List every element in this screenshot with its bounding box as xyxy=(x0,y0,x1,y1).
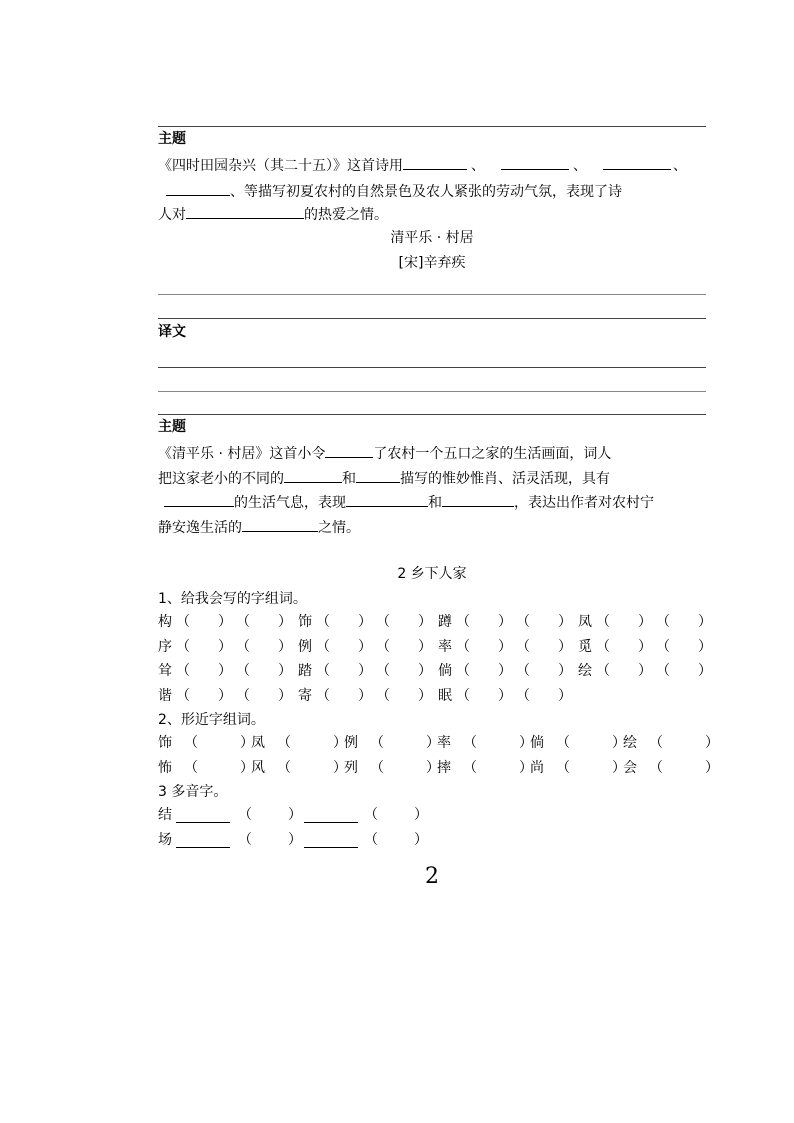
answer-box[interactable] xyxy=(192,612,218,632)
paren-close: ） xyxy=(418,638,432,655)
paren-close: ） xyxy=(278,614,292,630)
paren-open: （ xyxy=(516,638,530,655)
paren-close: ） xyxy=(612,759,626,776)
q2-char: 饰 xyxy=(158,735,172,751)
answer-box[interactable] xyxy=(672,661,698,681)
answer-blank[interactable] xyxy=(501,154,569,170)
paren-close: ） xyxy=(638,638,652,655)
paren-close: ） xyxy=(705,759,719,776)
paren-open: （ xyxy=(184,759,198,776)
poem-title: 清平乐 · 村居 xyxy=(390,230,474,246)
paren-close: ） xyxy=(240,735,254,751)
paren-close: ） xyxy=(612,735,626,751)
q1-char: 率 xyxy=(438,638,452,655)
q2-char: 列 xyxy=(344,759,358,776)
paren-open: （ xyxy=(516,614,530,630)
paren-open: （ xyxy=(236,687,250,704)
q2-char: 例 xyxy=(344,735,358,751)
answer-box[interactable] xyxy=(192,661,218,681)
paren-close: ） xyxy=(218,663,232,679)
paren-close: ） xyxy=(558,614,572,630)
answer-box[interactable] xyxy=(672,612,698,632)
answer-box[interactable] xyxy=(392,686,418,706)
answer-box[interactable] xyxy=(572,758,612,778)
answer-box[interactable] xyxy=(332,637,358,657)
writing-line[interactable] xyxy=(158,294,706,295)
paren-close: ） xyxy=(358,663,372,679)
answer-box[interactable] xyxy=(612,612,638,632)
writing-line[interactable] xyxy=(158,391,706,392)
answer-blank[interactable] xyxy=(164,491,234,507)
paren-open: （ xyxy=(656,614,670,630)
paren-close: ） xyxy=(414,807,428,823)
paren-open: （ xyxy=(370,735,384,751)
paren-close: ） xyxy=(498,687,512,704)
paren-open: （ xyxy=(516,687,530,704)
paren-open: （ xyxy=(596,638,610,655)
answer-blank[interactable] xyxy=(403,154,467,170)
answer-box[interactable] xyxy=(386,733,426,753)
question-1: 1、给我会写的字组词。 xyxy=(158,591,307,607)
word-blank[interactable] xyxy=(304,807,358,823)
answer-box[interactable] xyxy=(380,830,414,850)
answer-box[interactable] xyxy=(532,637,558,657)
paren-open: （ xyxy=(463,735,477,751)
word-blank[interactable] xyxy=(304,832,358,848)
q1-char: 例 xyxy=(298,638,312,655)
q1-char: 绘 xyxy=(578,663,592,679)
paren-close: ） xyxy=(498,638,512,655)
paren-close: ） xyxy=(358,687,372,704)
paren-close: ） xyxy=(218,687,232,704)
paren-close: ） xyxy=(698,614,712,630)
paren-close: ） xyxy=(498,663,512,679)
answer-box[interactable] xyxy=(532,661,558,681)
section2-heading: 译文 xyxy=(158,324,186,340)
paren-open: （ xyxy=(277,735,291,751)
answer-blank[interactable] xyxy=(166,180,230,196)
paren-open: （ xyxy=(316,663,330,679)
section3-heading: 主题 xyxy=(158,419,186,435)
paren-close: ） xyxy=(705,735,719,751)
paren-open: （ xyxy=(184,735,198,751)
answer-box[interactable] xyxy=(392,637,418,657)
paren-close: ） xyxy=(418,663,432,679)
section3-line4: 静安逸生活的 之情。 xyxy=(158,516,360,538)
paren-close: ） xyxy=(519,735,533,751)
q1-char: 饰 xyxy=(298,614,312,630)
section1-line2: 、等描写初夏农村的自然景色及农人紧张的劳动气氛，表现了诗 xyxy=(158,180,622,202)
answer-box[interactable] xyxy=(332,612,358,632)
paren-close: ） xyxy=(519,759,533,776)
q2-char: 怖 xyxy=(158,759,172,776)
paren-open: （ xyxy=(236,638,250,655)
answer-box[interactable] xyxy=(472,686,498,706)
answer-box[interactable] xyxy=(479,733,519,753)
answer-box[interactable] xyxy=(252,661,278,681)
q2-char: 绘 xyxy=(623,735,637,751)
answer-box[interactable] xyxy=(252,612,278,632)
q1-char: 觅 xyxy=(578,638,592,655)
paren-close: ） xyxy=(278,687,292,704)
answer-box[interactable] xyxy=(472,661,498,681)
section1-line1: 《四时田园杂兴（其二十五）》这首诗用 、 、 、 xyxy=(158,154,706,176)
answer-box[interactable] xyxy=(532,686,558,706)
paren-close: ） xyxy=(498,614,512,630)
q2-char: 摔 xyxy=(437,759,451,776)
answer-blank[interactable] xyxy=(356,467,400,483)
q2-char: 倘 xyxy=(530,735,544,751)
answer-box[interactable] xyxy=(200,733,240,753)
answer-box[interactable] xyxy=(192,637,218,657)
section3-line3: 的生活气息，表现 和 ，表达出作者对农村宁 xyxy=(158,491,654,513)
answer-blank[interactable] xyxy=(242,516,318,532)
lesson-title: 2 乡下人家 xyxy=(397,566,467,582)
paren-close: ） xyxy=(418,614,432,630)
question-3: 3 多音字。 xyxy=(158,784,228,800)
paren-close: ） xyxy=(218,638,232,655)
paren-open: （ xyxy=(238,831,252,848)
answer-box[interactable] xyxy=(472,612,498,632)
paren-open: （ xyxy=(463,759,477,776)
paren-open: （ xyxy=(316,638,330,655)
q2-char: 尚 xyxy=(530,759,544,776)
paren-open: （ xyxy=(596,663,610,679)
q1-char: 耸 xyxy=(158,663,172,679)
paren-open: （ xyxy=(236,614,250,630)
paren-open: （ xyxy=(456,638,470,655)
answer-box[interactable] xyxy=(665,733,705,753)
paren-close: ） xyxy=(698,663,712,679)
answer-blank[interactable] xyxy=(346,491,428,507)
answer-blank[interactable] xyxy=(442,491,514,507)
answer-box[interactable] xyxy=(332,686,358,706)
answer-box[interactable] xyxy=(200,758,240,778)
q1-char: 谐 xyxy=(158,687,172,704)
q1-char: 凤 xyxy=(578,614,592,630)
paren-close: ） xyxy=(426,735,440,751)
answer-blank[interactable] xyxy=(603,154,671,170)
q2-char: 会 xyxy=(623,759,637,776)
q2-char: 率 xyxy=(437,735,451,751)
paren-close: ） xyxy=(426,759,440,776)
paren-open: （ xyxy=(376,687,390,704)
answer-box[interactable] xyxy=(392,612,418,632)
question-2: 2、形近字组词。 xyxy=(158,712,265,728)
q2-char: 风 xyxy=(251,759,265,776)
q3-char: 场 xyxy=(158,831,172,848)
paren-open: （ xyxy=(316,687,330,704)
paren-close: ） xyxy=(698,638,712,655)
pinyin-blank[interactable] xyxy=(176,807,230,823)
paren-open: （ xyxy=(236,663,250,679)
answer-box[interactable] xyxy=(254,805,288,825)
paren-open: （ xyxy=(376,663,390,679)
answer-box[interactable] xyxy=(672,637,698,657)
answer-box[interactable] xyxy=(293,733,333,753)
paren-open: （ xyxy=(456,687,470,704)
section1-heading: 主题 xyxy=(158,131,186,147)
q3-char: 结 xyxy=(158,807,172,823)
paren-close: ） xyxy=(240,759,254,776)
answer-box[interactable] xyxy=(252,686,278,706)
answer-box[interactable] xyxy=(612,637,638,657)
answer-box[interactable] xyxy=(254,830,288,850)
paren-close: ） xyxy=(358,614,372,630)
paren-close: ） xyxy=(358,638,372,655)
paren-open: （ xyxy=(456,663,470,679)
section3-line2: 把这家老小的不同的 和 描写的惟妙惟肖、活灵活现，具有 xyxy=(158,467,610,489)
answer-box[interactable] xyxy=(392,661,418,681)
answer-box[interactable] xyxy=(252,637,278,657)
paren-close: ） xyxy=(278,638,292,655)
q1-char: 构 xyxy=(158,614,172,630)
answer-blank[interactable] xyxy=(186,203,304,219)
answer-box[interactable] xyxy=(386,758,426,778)
paren-close: ） xyxy=(218,614,232,630)
poem-author: [宋]辛弃疾 xyxy=(398,255,466,271)
paren-close: ） xyxy=(333,735,347,751)
paren-close: ） xyxy=(333,759,347,776)
paren-close: ） xyxy=(558,638,572,655)
paren-open: （ xyxy=(516,663,530,679)
paren-open: （ xyxy=(376,614,390,630)
answer-box[interactable] xyxy=(380,805,414,825)
q1-char: 蹲 xyxy=(438,614,452,630)
answer-box[interactable] xyxy=(479,758,519,778)
paren-open: （ xyxy=(370,759,384,776)
q1-char: 序 xyxy=(158,638,172,655)
section3-line1: 《清平乐 · 村居》这首小令 了农村一个五口之家的生活画面，词人 xyxy=(158,442,611,464)
paren-close: ） xyxy=(558,687,572,704)
paren-open: （ xyxy=(556,735,570,751)
answer-box[interactable] xyxy=(612,661,638,681)
paren-open: （ xyxy=(316,614,330,630)
paren-open: （ xyxy=(176,638,190,655)
page-number: 2 xyxy=(425,864,439,889)
answer-box[interactable] xyxy=(532,612,558,632)
paren-open: （ xyxy=(656,638,670,655)
q2-char: 凤 xyxy=(251,735,265,751)
q1-char: 倘 xyxy=(438,663,452,679)
paren-close: ） xyxy=(414,831,428,848)
paren-open: （ xyxy=(556,759,570,776)
section1-line3: 人对 的热爱之情。 xyxy=(158,203,388,225)
paren-close: ） xyxy=(288,831,302,848)
answer-blank[interactable] xyxy=(284,467,342,483)
paren-close: ） xyxy=(278,663,292,679)
paren-close: ） xyxy=(638,614,652,630)
paren-open: （ xyxy=(456,614,470,630)
paren-open: （ xyxy=(176,687,190,704)
q1-char: 踏 xyxy=(298,663,312,679)
paren-close: ） xyxy=(418,687,432,704)
paren-close: ） xyxy=(638,663,652,679)
answer-box[interactable] xyxy=(472,637,498,657)
paren-open: （ xyxy=(656,663,670,679)
paren-open: （ xyxy=(376,638,390,655)
top-rule xyxy=(158,126,706,127)
writing-line[interactable] xyxy=(158,414,706,415)
q1-char: 寄 xyxy=(298,687,312,704)
paren-open: （ xyxy=(364,807,378,823)
pinyin-blank[interactable] xyxy=(176,832,230,848)
paren-open: （ xyxy=(238,807,252,823)
worksheet-page xyxy=(158,0,719,1123)
answer-box[interactable] xyxy=(192,686,218,706)
paren-open: （ xyxy=(176,663,190,679)
paren-close: ） xyxy=(288,807,302,823)
writing-line[interactable] xyxy=(158,367,706,368)
answer-box[interactable] xyxy=(332,661,358,681)
paren-open: （ xyxy=(649,759,663,776)
paren-close: ） xyxy=(558,663,572,679)
paren-open: （ xyxy=(596,614,610,630)
answer-box[interactable] xyxy=(572,733,612,753)
paren-open: （ xyxy=(277,759,291,776)
answer-box[interactable] xyxy=(665,758,705,778)
writing-line[interactable] xyxy=(158,318,706,319)
answer-blank[interactable] xyxy=(325,442,373,458)
q1-char: 眠 xyxy=(438,687,452,704)
section1-line1-text: 《四时田园杂兴（其二十五）》这首诗用 xyxy=(158,158,403,174)
answer-box[interactable] xyxy=(293,758,333,778)
paren-open: （ xyxy=(364,831,378,848)
paren-open: （ xyxy=(649,735,663,751)
paren-open: （ xyxy=(176,614,190,630)
